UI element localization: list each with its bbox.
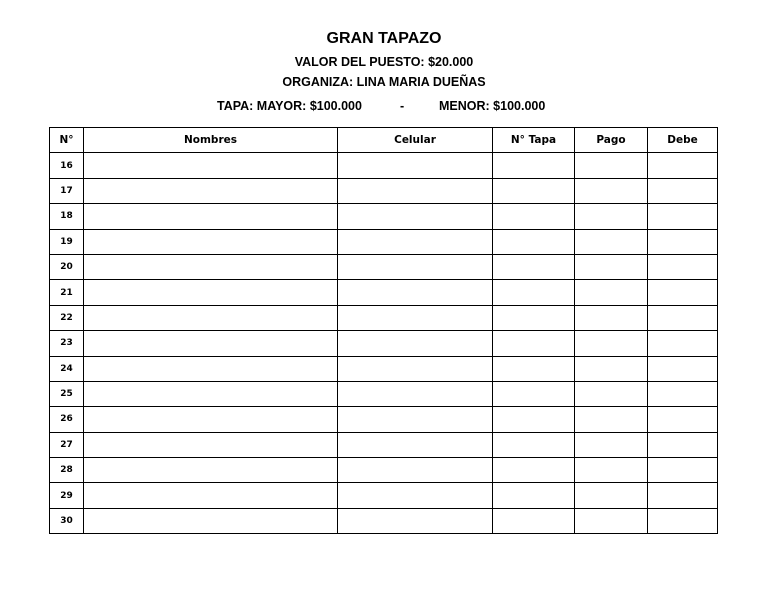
- table-row: [50, 483, 718, 508]
- nombres-cell: [84, 356, 338, 381]
- celular-cell: [338, 204, 493, 229]
- row-number: 20: [50, 254, 84, 279]
- tapa-cell: [493, 178, 575, 203]
- nombres-cell: [84, 381, 338, 406]
- row-number: 21: [50, 280, 84, 305]
- celular-cell: [338, 407, 493, 432]
- nombres-cell: [84, 229, 338, 254]
- table-body: [50, 153, 718, 534]
- row-number: 30: [50, 508, 84, 533]
- pago-cell: [575, 458, 648, 483]
- tapa-cell: [493, 458, 575, 483]
- debe-cell: [648, 407, 718, 432]
- table-row: [50, 432, 718, 457]
- pago-cell: [575, 381, 648, 406]
- pago-cell: [575, 356, 648, 381]
- nombres-cell: [84, 305, 338, 330]
- debe-cell: [648, 254, 718, 279]
- column-header-nombres: Nombres: [84, 128, 338, 153]
- tapa-separator: -: [400, 99, 405, 113]
- table-row: [50, 153, 718, 178]
- nombres-cell: [84, 407, 338, 432]
- row-number: 28: [50, 458, 84, 483]
- celular-cell: [338, 432, 493, 457]
- celular-cell: [338, 458, 493, 483]
- tapa-cell: [493, 356, 575, 381]
- column-header-number: N°: [50, 128, 84, 153]
- debe-cell: [648, 458, 718, 483]
- registration-table: [49, 127, 718, 534]
- debe-cell: [648, 305, 718, 330]
- debe-cell: [648, 432, 718, 457]
- table-row: [50, 458, 718, 483]
- table-row: [50, 356, 718, 381]
- celular-cell: [338, 331, 493, 356]
- nombres-cell: [84, 483, 338, 508]
- debe-cell: [648, 153, 718, 178]
- row-number: 16: [50, 153, 84, 178]
- celular-cell: [338, 229, 493, 254]
- debe-cell: [648, 508, 718, 533]
- celular-cell: [338, 356, 493, 381]
- row-number: 23: [50, 331, 84, 356]
- valor-puesto-text: VALOR DEL PUESTO: $20.000: [294, 55, 474, 69]
- celular-cell: [338, 381, 493, 406]
- column-header-celular: Celular: [338, 128, 493, 153]
- pago-cell: [575, 432, 648, 457]
- tapa-cell: [493, 508, 575, 533]
- nombres-cell: [84, 331, 338, 356]
- nombres-cell: [84, 254, 338, 279]
- tapa-cell: [493, 483, 575, 508]
- pago-cell: [575, 280, 648, 305]
- tapa-cell: [493, 432, 575, 457]
- celular-cell: [338, 483, 493, 508]
- tapa-mayor-text: TAPA: MAYOR: $100.000: [217, 99, 362, 113]
- organiza-text: ORGANIZA: LINA MARIA DUEÑAS: [282, 75, 486, 89]
- debe-cell: [648, 229, 718, 254]
- tapa-cell: [493, 254, 575, 279]
- pago-cell: [575, 229, 648, 254]
- tapa-cell: [493, 229, 575, 254]
- column-header-debe: Debe: [648, 128, 718, 153]
- tapa-cell: [493, 407, 575, 432]
- row-number: 24: [50, 356, 84, 381]
- table-row: [50, 178, 718, 203]
- column-header-tapa: N° Tapa: [493, 128, 575, 153]
- pago-cell: [575, 204, 648, 229]
- debe-cell: [648, 331, 718, 356]
- celular-cell: [338, 153, 493, 178]
- pago-cell: [575, 407, 648, 432]
- debe-cell: [648, 381, 718, 406]
- table-row: [50, 229, 718, 254]
- pago-cell: [575, 305, 648, 330]
- row-number: 29: [50, 483, 84, 508]
- pago-cell: [575, 153, 648, 178]
- debe-cell: [648, 204, 718, 229]
- tapa-cell: [493, 204, 575, 229]
- table-row: [50, 381, 718, 406]
- debe-cell: [648, 280, 718, 305]
- nombres-cell: [84, 204, 338, 229]
- tapa-cell: [493, 280, 575, 305]
- nombres-cell: [84, 508, 338, 533]
- row-number: 26: [50, 407, 84, 432]
- pago-cell: [575, 483, 648, 508]
- table-row: [50, 331, 718, 356]
- debe-cell: [648, 178, 718, 203]
- table-header-row: [50, 128, 718, 153]
- celular-cell: [338, 305, 493, 330]
- celular-cell: [338, 508, 493, 533]
- tapa-cell: [493, 331, 575, 356]
- pago-cell: [575, 508, 648, 533]
- column-header-pago: Pago: [575, 128, 648, 153]
- celular-cell: [338, 254, 493, 279]
- nombres-cell: [84, 178, 338, 203]
- table-row: [50, 204, 718, 229]
- pago-cell: [575, 178, 648, 203]
- row-number: 18: [50, 204, 84, 229]
- page-title: GRAN TAPAZO: [326, 30, 442, 47]
- nombres-cell: [84, 280, 338, 305]
- tapa-cell: [493, 381, 575, 406]
- tapa-cell: [493, 305, 575, 330]
- tapa-menor-text: MENOR: $100.000: [439, 99, 546, 113]
- nombres-cell: [84, 432, 338, 457]
- nombres-cell: [84, 458, 338, 483]
- row-number: 22: [50, 305, 84, 330]
- row-number: 17: [50, 178, 84, 203]
- table-row: [50, 254, 718, 279]
- row-number: 25: [50, 381, 84, 406]
- celular-cell: [338, 280, 493, 305]
- table-row: [50, 407, 718, 432]
- table-row: [50, 280, 718, 305]
- pago-cell: [575, 331, 648, 356]
- table-row: [50, 305, 718, 330]
- debe-cell: [648, 483, 718, 508]
- row-number: 27: [50, 432, 84, 457]
- row-number: 19: [50, 229, 84, 254]
- debe-cell: [648, 356, 718, 381]
- pago-cell: [575, 254, 648, 279]
- celular-cell: [338, 178, 493, 203]
- nombres-cell: [84, 153, 338, 178]
- tapa-cell: [493, 153, 575, 178]
- table-row: [50, 508, 718, 533]
